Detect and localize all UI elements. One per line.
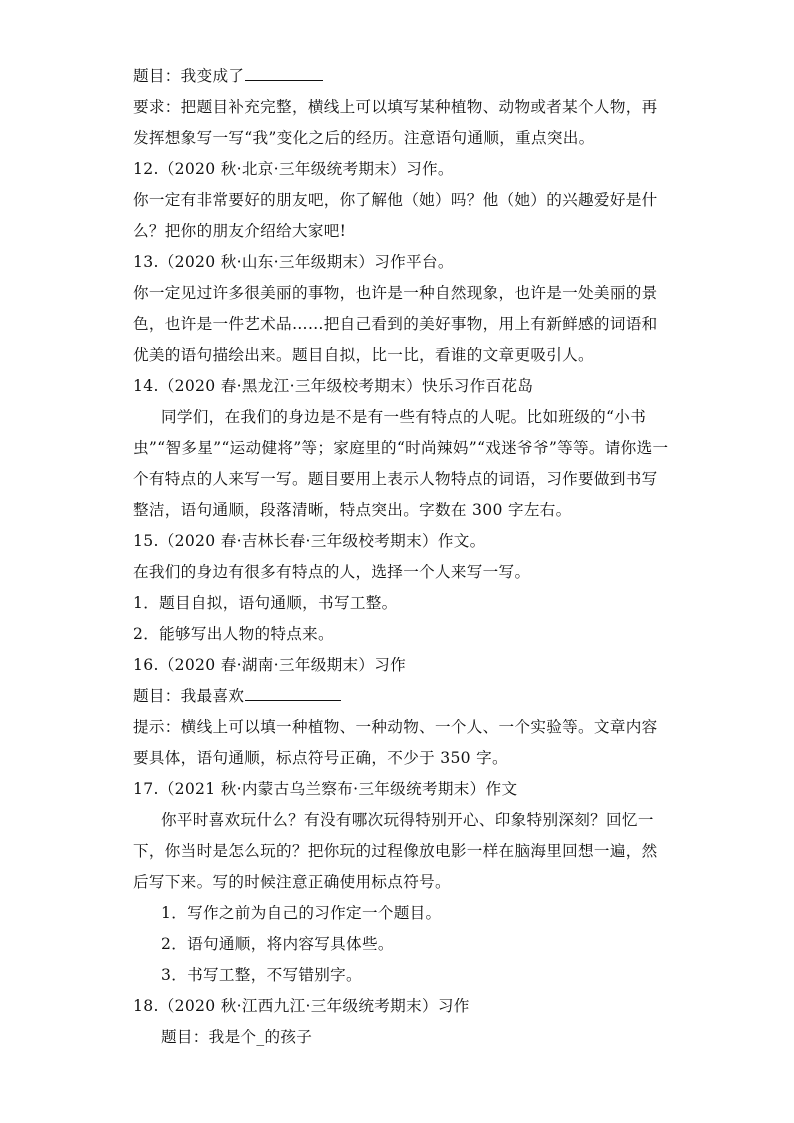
line-text: 么？把你的朋友介绍给大家吧! [133, 222, 347, 240]
line-text: 个有特点的人来写一写。题目要用上表示人物特点的词语，习作要做到书写 [133, 470, 658, 488]
text-line [133, 650, 663, 681]
line-text: 要求：把题目补充完整，横线上可以填写某种植物、动物或者某个人物，再 [133, 98, 658, 116]
text-line [133, 929, 663, 960]
text-line [133, 123, 663, 154]
line-text: 整洁，语句通顺，段落清晰，特点突出。字数在 300 字左右。 [133, 501, 572, 519]
line-text: 发挥想象写一写“我”变化之后的经历。注意语句通顺，重点突出。 [133, 129, 595, 147]
text-line [133, 402, 663, 433]
line-text: 下，你当时是怎么玩的？把你玩的过程像放电影一样在脑海里回想一遍，然 [133, 842, 658, 860]
line-text: 你一定有非常要好的朋友吧，你了解他（她）吗？他（她）的兴趣爱好是什 [133, 191, 658, 209]
line-text: 色，也许是一件艺术品……把自己看到的美好事物，用上有新鲜感的词语和 [133, 315, 658, 333]
line-text: 题目：我是个_的孩子 [161, 1028, 313, 1046]
text-line [133, 495, 663, 526]
line-text: 1．题目自拟，语句通顺，书写工整。 [133, 594, 398, 612]
fill-in-blank [245, 62, 323, 81]
text-line [133, 526, 663, 557]
text-line [133, 92, 663, 123]
fill-in-blank [245, 682, 341, 701]
text-line [133, 588, 663, 619]
text-line [133, 309, 663, 340]
line-text: 题目：我变成了 [133, 67, 245, 85]
text-line [133, 836, 663, 867]
line-text: 18.（2020 秋·江西九江·三年级统考期末）习作 [133, 997, 470, 1015]
text-line [133, 1022, 663, 1053]
line-text: 1．写作之前为自己的习作定一个题目。 [161, 904, 442, 922]
text-line [133, 61, 663, 92]
text-line [133, 991, 663, 1022]
line-text: 15.（2020 春·吉林长春·三年级校考期末）作文。 [133, 532, 486, 550]
text-line [133, 154, 663, 185]
line-text: 你平时喜欢玩什么？有没有哪次玩得特别开心、印象特别深刻？回忆一 [161, 811, 654, 829]
line-text: 虫”“智多星”“运动健将”等；家庭里的“时尚辣妈”“戏迷爷爷”等等。请你选一 [133, 439, 669, 457]
text-line [133, 805, 663, 836]
line-text: 13.（2020 秋·山东·三年级期末）习作平台。 [133, 253, 454, 271]
line-text: 14.（2020 春·黑龙江·三年级校考期末）快乐习作百花岛 [133, 377, 534, 395]
text-line [133, 464, 663, 495]
line-text: 提示：横线上可以填一种植物、一种动物、一个人、一个实验等。文章内容 [133, 718, 658, 736]
text-line [133, 433, 669, 464]
document-body [133, 61, 669, 1053]
text-line [133, 898, 663, 929]
text-line [133, 247, 663, 278]
text-line [133, 867, 663, 898]
line-text: 后写下来。写的时候注意正确使用标点符号。 [133, 873, 451, 891]
line-text: 同学们，在我们的身边是不是有一些有特点的人呢。比如班级的“小书 [161, 408, 647, 426]
line-text: 3．书写工整，不写错别字。 [161, 966, 362, 984]
text-line [133, 681, 663, 712]
line-text: 在我们的身边有很多有特点的人，选择一个人来写一写。 [133, 563, 531, 581]
line-text: 12.（2020 秋·北京·三年级统考期末）习作。 [133, 160, 454, 178]
line-text: 16.（2020 春·湖南·三年级期末）习作 [133, 656, 407, 674]
line-text: 题目：我最喜欢 [133, 687, 245, 705]
text-line [133, 340, 663, 371]
text-line [133, 712, 663, 743]
text-line [133, 185, 663, 216]
text-line [133, 557, 663, 588]
text-line [133, 619, 663, 650]
line-text: 2．能够写出人物的特点来。 [133, 625, 334, 643]
line-text: 优美的语句描绘出来。题目自拟，比一比，看谁的文章更吸引人。 [133, 346, 594, 364]
text-line [133, 960, 663, 991]
line-text: 要具体，语句通顺，标点符号正确，不少于 350 字。 [133, 749, 508, 767]
line-text: 2．语句通顺，将内容写具体些。 [161, 935, 394, 953]
text-line [133, 216, 663, 247]
text-line [133, 371, 663, 402]
line-text: 你一定见过许多很美丽的事物，也许是一种自然现象，也许是一处美丽的景 [133, 284, 658, 302]
text-line [133, 278, 663, 309]
text-line [133, 774, 663, 805]
line-text: 17.（2021 秋·内蒙古乌兰察布·三年级统考期末）作文 [133, 780, 518, 798]
text-line [133, 743, 663, 774]
